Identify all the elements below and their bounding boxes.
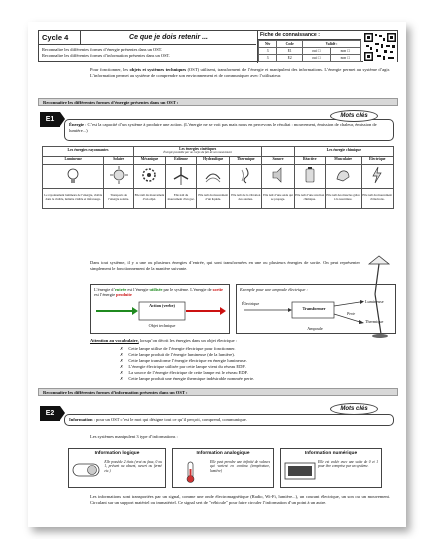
energy-icon-cell [197, 164, 230, 188]
vocab-line [90, 338, 380, 344]
energy-desc-cell: Transports de l’énergie solaire. [104, 188, 134, 208]
group-header-title: Les énergies cinétiques [179, 146, 217, 151]
objective-line: Reconnaître les différentes formes d’énergie présentes dans un OST. [42, 47, 163, 52]
action-caption: Objet technique [148, 323, 176, 328]
group-header: Les énergie chimique [294, 147, 393, 157]
action-text: L’énergie d’entrée est l’énergie utilisée par le système. L’énergie de sortie est l’énergie produite [94, 287, 223, 298]
energy-desc-cell: Elle naît du mouvement d’électrons. [361, 188, 394, 208]
energy-name-cell: Sonore [262, 156, 294, 164]
energy-desc-cell: Elle naît des muscles grâce à la nourriture. [325, 188, 361, 208]
lamp-example-diagram [236, 284, 396, 334]
energy-icon-cell [294, 164, 325, 188]
bullet-item: ✗ Cette lampe transforme l’énergie électrique en énergie lumineuse. [120, 358, 254, 364]
energy-name-cell: Musculaire [325, 156, 361, 164]
qr-code-icon [363, 32, 397, 62]
energy-desc-cell: Le rayonnement lumineux de l’énergie, visible dans le visible, lumière visible et infrarouge. [43, 188, 104, 208]
lamp-example-title: Exemple pour une ampoule électrique : [240, 287, 308, 292]
energy-desc-cell: Elle naît du mouvement d’un gaz. [165, 188, 196, 208]
energy-desc-cell: Elle naît d’une onde qui se propage. [262, 188, 294, 208]
intro-text: (OST) utilisent, transforment de l’énergie et manipulent des informations. L’énergie permet au système d’agir. L’information permet au système de comprendre son environnement et de communiquer avec l’utilisateur. [90, 67, 391, 79]
intro-bold: objets et systèmes techniques [129, 67, 187, 72]
def-text: : pour un OST c’est le mot qui désigne tout ce qu’il perçoit, comprend, communique. [92, 417, 247, 422]
info-box-desc: Elle est codée avec une suite de 0 et 1 pour être comprise par un système. [318, 460, 378, 469]
fiche-checkbox-non[interactable]: non ☐ [330, 48, 360, 55]
info-box-desc: Elle possède 2 états (vrai ou faux, 0 ou 1, présent ou absent, ouvert ou fermé etc.) [104, 460, 162, 473]
vocab-title: Attention au vocabulaire, [90, 338, 139, 343]
energy-icon-cell [43, 164, 104, 188]
signal-paragraph: Les informations sont transportées par un signal, comme une onde électromagnétique (Radio, Wi-Fi, lumière...), un courant électrique, un son ou un mouvement. Circulant sur un support matériel ou immatériel. Ce signal sert de "véhicule" pour faire circuler l’information d’un point à un autre. [90, 494, 390, 506]
action-diagram [90, 284, 230, 334]
def-term: Information [69, 417, 93, 422]
fiche-col: Niv [259, 41, 277, 48]
fiche-checkbox-oui[interactable]: oui ☐ [303, 48, 331, 55]
mots-cles-badge: Mots clés [330, 110, 378, 122]
energy-icon-cell [262, 164, 294, 188]
objectives [42, 47, 254, 58]
bullet-item: ✗ Cette lampe produit une énergie thermique indésirable nommée perte. [120, 376, 254, 382]
document-page [28, 22, 406, 527]
info-box-title: Information numérique [304, 451, 358, 456]
energy-table [42, 146, 394, 209]
def-text: : C’est la capacité d’un système à produire une action. (L’énergie ne se voit pas mais nous en percevons le résultat : mouvement, émission de chaleur, émission de lumière...) [69, 122, 377, 133]
lamp-transform-box: Transformer [302, 306, 326, 311]
energy-icon-cell [325, 164, 361, 188]
energy-icon [109, 165, 129, 185]
definition-information [64, 414, 394, 426]
info-box-title: Information logique [94, 451, 140, 456]
fiche-cell: 3 [259, 55, 277, 62]
energy-name-cell: Thermique [230, 156, 262, 164]
energy-desc-cell: Elle naît d’une réaction chimique. [294, 188, 325, 208]
def-term: Énergie [69, 122, 84, 127]
energy-desc-cell: Elle naît de la vibration des atomes. [230, 188, 262, 208]
energy-icon [139, 165, 159, 185]
vocab-text: lorsqu’on décrit les énergies dans un objet électrique : [138, 338, 238, 343]
header-block [38, 30, 398, 62]
energy-name-cell: Réactive [294, 156, 325, 164]
bullet-item: ✗ Cette lampe utilise de l’énergie électrique pour fonctionner. [120, 346, 254, 352]
fiche-checkbox-non[interactable]: non ☐ [330, 55, 360, 62]
energy-paragraph: Dans tout système, il y a une ou plusieurs énergies d’entrée, qui sont transformées en une ou plusieurs énergies de sortie. On peut représenter simplement le fonctionnement de la manière suivante. [90, 260, 360, 272]
info-box-logique [68, 448, 166, 488]
page-title: Ce que je dois retenir ... [81, 31, 256, 45]
energy-icon [236, 165, 256, 185]
energy-name-cell: Mécanique [133, 156, 165, 164]
energy-name-cell: Hydraulique [197, 156, 230, 164]
energy-icon [203, 165, 223, 185]
energy-icon [333, 165, 353, 185]
bullet-item: ✗ La source de l’énergie électrique de cette lampe est le réseau EDF. [120, 370, 254, 376]
energy-icon-cell [361, 164, 394, 188]
switch-icon [72, 461, 102, 479]
group-header [133, 147, 261, 157]
energy-name-cell: Lumineuse [43, 156, 104, 164]
fiche-col: Validé : [303, 41, 361, 48]
intro-text: Pour fonctionner, les [90, 67, 129, 72]
energy-desc-cell: Elle naît du mouvement d’un objet. [133, 188, 165, 208]
fiche-box [257, 31, 361, 63]
energy-icon [63, 165, 83, 185]
energy-icon-cell [230, 164, 262, 188]
fiche-cell: 3 [259, 48, 277, 55]
fiche-col: Code [277, 41, 303, 48]
energy-icon [367, 165, 387, 185]
energy-icon [171, 165, 191, 185]
fiche-checkbox-oui[interactable]: oui ☐ [303, 55, 331, 62]
group-header [262, 147, 294, 157]
group-header-sub: Énergie possédée par un corps du fait de son mouvement [163, 150, 232, 155]
lamp-output-loss: Perte [347, 312, 356, 316]
lamp-caption: Ampoule [307, 326, 323, 331]
energy-icon-cell [133, 164, 165, 188]
section-bar-information: Reconnaître les différentes formes d’information présentes dans un OST : [38, 388, 398, 396]
fiche-title: Fiche de connaissance : [258, 31, 361, 40]
fiche-cell: E2 [277, 55, 303, 62]
definition-energy [64, 119, 394, 141]
info-box-title: Information analogique [196, 451, 250, 456]
intro-paragraph [90, 67, 390, 79]
energy-icon [268, 165, 288, 185]
energy-icon-cell [165, 164, 196, 188]
energy-name-cell: Éolienne [165, 156, 196, 164]
section-code-e1: E1 [40, 112, 60, 127]
fiche-cell: E1 [277, 48, 303, 55]
info-box-analogique [172, 448, 274, 488]
mots-cles-badge: Mots clés [330, 403, 378, 415]
action-verb-box: Action (verbe) [149, 303, 175, 308]
energy-icon [300, 165, 320, 185]
section-code-e2: E2 [40, 406, 60, 421]
energy-desc-cell: Elle naît du mouvement d’un liquide. [197, 188, 230, 208]
cycle-label: Cycle 4 [39, 31, 81, 45]
energy-name-cell: Solaire [104, 156, 134, 164]
fiche-table [258, 40, 361, 62]
objective-line: Reconnaître les différentes formes d’information présentes dans un OST. [42, 52, 170, 58]
energy-icon-cell [104, 164, 134, 188]
section-bar-energy: Reconnaître les différentes formes d’énergie présentes dans un OST : [38, 98, 398, 106]
vocab-bullets [120, 346, 254, 382]
bullet-item: ✗ L’énergie électrique utilisée par cette lampe vient du réseau EDF. [120, 364, 254, 370]
info-box-numerique [280, 448, 382, 488]
bullet-item: ✗ Cette lampe produit de l’énergie lumineuse (de la lumière). [120, 352, 254, 358]
info-box-desc: Elle peut prendre une infinité de valeurs qui varient en continu (température, lumière) [210, 460, 270, 473]
lamp-output-heat: Thermique [365, 319, 384, 324]
lamp-input-label: Électrique [242, 301, 260, 306]
thermometer-icon [176, 461, 206, 483]
digital-clock-icon [284, 461, 316, 483]
lamp-output-light: Lumineuse [365, 299, 384, 304]
group-header: Les énergies rayonnantes [43, 147, 134, 157]
energy-name-cell: Électrique [361, 156, 394, 164]
info-types-line: Les systèmes manipulent 3 type d’informations : [90, 434, 178, 439]
